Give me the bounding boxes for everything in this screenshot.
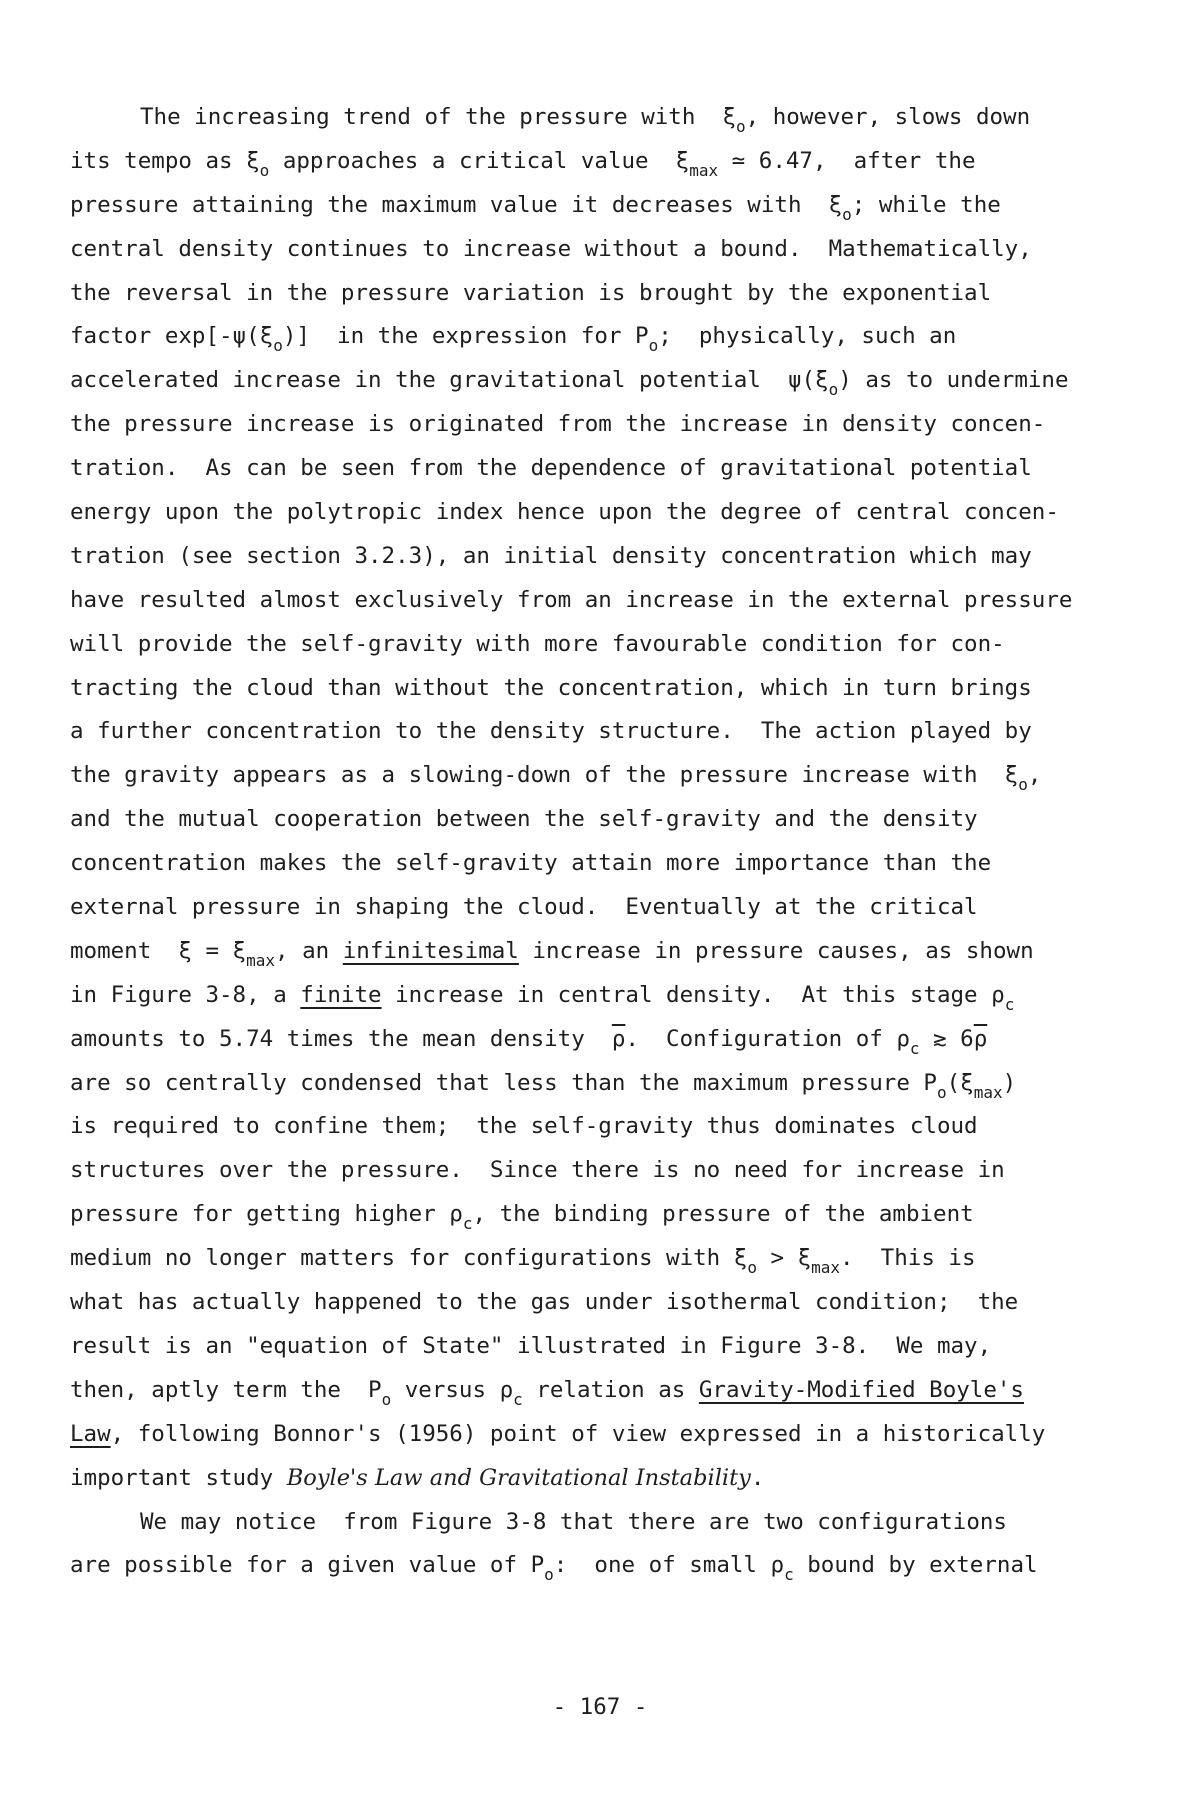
text-line: the gravity appears as a slowing-down of the pressure increase with $\xi_o$, [70, 762, 1042, 795]
text-line: important study Boyle's Law and Gravitational Instability. [70, 1464, 765, 1491]
text-line: energy upon the polytropic index hence upon the degree of central concen- [70, 499, 1059, 526]
text-line: moment $\xi = \xi_{max}$, an infinitesimal increase in pressure causes, as shown [70, 937, 1034, 970]
italic-title: Boyle's Law and Gravitational Instability [286, 1464, 751, 1491]
text-line: are possible for a given value of $P_o$: one of small $\rho_c$ bound by external [70, 1552, 1038, 1585]
text-line: structures over the pressure. Since there is no need for increase in [70, 1157, 1005, 1184]
text-line: medium no longer matters for configurations with $\xi_o > \xi_{max}$. This is [70, 1245, 976, 1278]
text-line: tracting the cloud than without the concentration, which in turn brings [70, 674, 1032, 701]
text-line: result is an "equation of State" illustrated in Figure 3-8. We may, [70, 1332, 992, 1359]
text-line: tration. As can be seen from the dependence of gravitational potential [70, 455, 1032, 482]
text-line: what has actually happened to the gas under isothermal condition; the [70, 1289, 1019, 1316]
text-line: in Figure 3-8, a finite increase in central density. At this stage $\rho_c$ [70, 981, 1015, 1014]
text-line: will provide the self-gravity with more favourable condition for con- [70, 630, 1005, 657]
mean-density-symbol: $\overline{\rho}$ [611, 1025, 626, 1052]
text-line: external pressure in shaping the cloud. Eventually at the critical [70, 894, 978, 921]
text-line: and the mutual cooperation between the self-gravity and the density [70, 806, 978, 833]
underlined-term: infinitesimal [342, 937, 519, 964]
text-line: tration (see section 3.2.3), an initial density concentration which may [70, 542, 1032, 569]
text-line: Law, following Bonnor's (1956) point of view expressed in a historically [70, 1420, 1046, 1447]
text-line: factor $\exp[-\psi(\xi_o)]$ in the expression for $P_o$; physically, such an [70, 323, 957, 356]
text-line: the pressure increase is originated from the increase in density concen- [70, 411, 1046, 438]
page-number: - 167 - [552, 1694, 648, 1720]
text-line: is required to confine them; the self-gravity thus dominates cloud [70, 1113, 978, 1140]
text-line: pressure attaining the maximum value it decreases with $\xi_o$; while the [70, 191, 1001, 224]
text-line: then, aptly term the $P_o$ versus $\rho_c$ relation as Gravity-Modified Boyle's [70, 1376, 1024, 1409]
underlined-term: Gravity-Modified Boyle's [698, 1376, 1024, 1403]
text-line: are so centrally condensed that less than the maximum pressure $P_o(\xi_{max})$ [70, 1069, 1017, 1102]
underlined-term: finite [300, 981, 382, 1008]
text-line: We may notice from Figure 3-8 that there are two configurations [140, 1508, 1007, 1535]
text-line: its tempo as $\xi_o$ approaches a critical value $\xi_{max}$ ≃ 6.47, after the [70, 147, 976, 180]
text-line: have resulted almost exclusively from an increase in the external pressure [70, 586, 1073, 613]
text-line: the reversal in the pressure variation is brought by the exponential [70, 279, 992, 306]
underlined-term: Law [70, 1420, 111, 1447]
body-text [70, 96, 1110, 1588]
text-line: pressure for getting higher $\rho_c$, the binding pressure of the ambient [70, 1201, 974, 1234]
text-line: central density continues to increase without a bound. Mathematically, [70, 235, 1032, 262]
text-line: accelerated increase in the gravitational potential $\psi(\xi_o)$ as to undermine [70, 367, 1069, 400]
text-line: The increasing trend of the pressure with $\xi_o$, however, slows down [140, 104, 1031, 136]
text-line: amounts to 5.74 times the mean density $\overline{\rho}$. Configuration of $\rho_c$ ≳ $6\overline{\rho}$ [70, 1025, 988, 1058]
mean-density-symbol: $\overline{\rho}$ [973, 1025, 988, 1052]
text-line: a further concentration to the density structure. The action played by [70, 718, 1032, 745]
text-line: concentration makes the self-gravity attain more importance than the [70, 850, 992, 877]
